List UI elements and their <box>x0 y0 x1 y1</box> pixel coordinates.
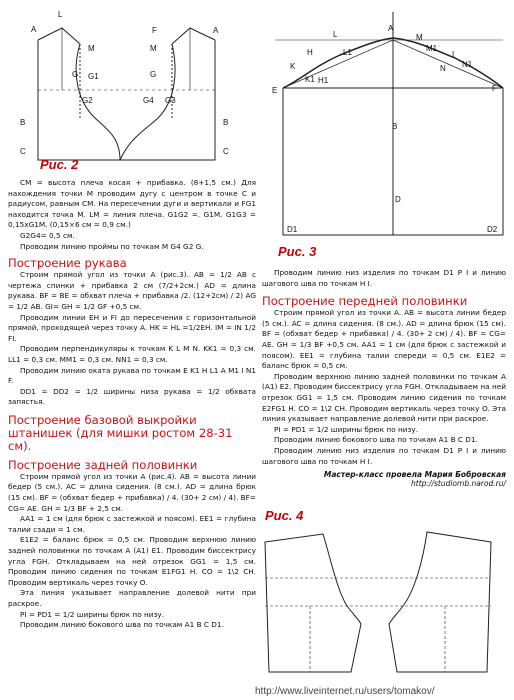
front-paragraph-1: Строим прямой угол из точки A. AB = высота линии бедер (5 см.). AC = длина сидения. (8 см.). AD = длина брюк (15 см). BF = (обхват бедер + прибавка) / 4. (30+ 2 см) / 4). BF = CG= AE. GH = 1/3 BF +0,5 см. AA1 = 1 см (для брюк с застежкой и поясом). EE1 = глубина талии спереди = 0,5 см. E1E2 = баланс брюк = 0,5 см. <box>262 308 506 371</box>
back-paragraph-3: E1E2 = баланс брюк = 0,5 см. Проводим верхнюю линию задней половинки по точкам A (A1) E1. Проводим биссектрису угла FGH. Откладываем на ней отрезок GG1 = 1,5 см. Проводим линию сидения по точкам E1FG1 H. CO = 1\2 CH. Проводим вертикаль через точку O. <box>8 535 256 587</box>
sleeve-heading: Построение рукава <box>8 256 127 271</box>
back-paragraph-1: Строим прямой угол из точки A (рис.4). AB = высота линии бедер (5 см.). AC = длина сидения. (8 см.). AD = длина брюк (15 см). BF = (обхват бедер + прибавка) / 4. (30+ 2 см) / 4). BF= CG= AE. GH = 1/3 BF + 2,5 см. <box>8 471 256 513</box>
fig2-caption: Рис. 2 <box>40 157 79 172</box>
fig2-label-m-right: M <box>150 44 157 53</box>
fig3-label-k1: K1 <box>305 75 315 84</box>
figure-4-trousers-drawing <box>255 520 514 685</box>
fig2-label-a-right: A <box>213 26 219 35</box>
sleeve-paragraph-3: Проводим перпендикуляры к точкам K L M N. KK1 = 0,3 см. LL1 = 0,3 см. MM1 = 0,3 см. NN1 = 0,3 см. <box>8 344 256 364</box>
back-half-heading: Построение задней половинки <box>8 457 198 472</box>
fig3-label-n: N <box>440 64 446 73</box>
front-paragraph-5: Проводим линию низ изделия по точкам D1 P I и линию шагового шва по точкам H I. <box>262 445 506 466</box>
fig3-label-m1: M1 <box>426 44 438 53</box>
fig4-caption: Рис. 4 <box>265 508 304 523</box>
fig3-label-h: H <box>307 48 313 57</box>
fig3-label-d2: D2 <box>487 225 498 234</box>
sleeve-paragraph-2: Проводим линии EH и FI до пересечения с горизонтальной прямой, проходящей через точку A. HK = HL =1/2EH. IM = IN 1/2 FI. <box>8 312 256 343</box>
fig2-label-a: A <box>31 25 37 34</box>
sleeve-paragraph-4: Проводим линию оката рукава по точкам E K1 H L1 A M1 I N1 F. <box>8 365 256 386</box>
fig2-label-b: B <box>20 118 26 127</box>
fig2-label-b-right: B <box>223 118 229 127</box>
fig2-label-g: G <box>72 70 79 79</box>
intro-paragraph-2: G2G4= 0,5 см. <box>20 230 75 240</box>
front-paragraph-4: Проводим линию бокового шва по точкам A1 B C D1. <box>274 435 478 445</box>
source-url: http://studiomb.narod.ru/ <box>411 479 506 489</box>
fig2-label-g4: G4 <box>143 96 154 105</box>
fig2-label-c: C <box>20 147 26 156</box>
intro-paragraph-1: CM = высота плеча косая + прибавка. (8+1,5 см.) Для нахождения точки M проводим дугу с центром в точке C и радиусом, равным CM. На пересечении дуги и вертикали и FG1 находится точка M. LM = линия плеча. G1G2 =. G1M. G1G3 = 0,15xG1M. (0,15×6 см = 0,9 см.) <box>8 178 256 230</box>
fig3-label-h1: H1 <box>318 76 329 85</box>
fig3-label-e: E <box>272 86 278 95</box>
fig2-label-f: F <box>152 26 157 35</box>
base-pattern-heading: Построение базовой выкройки штанишек (для мишки ростом 28-31 см). <box>8 412 233 453</box>
fig3-label-d1: D1 <box>287 225 298 234</box>
back-paragraph-2: AA1 = 1 см (для брюк с застежкой и поясом). EE1 = глубина талии сзади = 1 см. <box>8 514 256 534</box>
left-column <box>8 178 256 631</box>
sleeve-paragraph-1: Строим прямой угол из точки A (рис.3). AB = 1/2 AB с чертежа спинки + прибавка 2 см (7/2+2см.) AD = длина рукава. BF = BE = обхват плеча + прибавка /2. (12+2см) / 2) AG = 1/2 AB. GI= GH = 1/2 GF +0,5 см. <box>8 270 256 311</box>
fig3-caption: Рис. 3 <box>278 244 317 259</box>
fig2-label-g2: G2 <box>82 96 93 105</box>
watermark-url: http://www.liveinternet.ru/users/tomakov/ <box>255 686 435 697</box>
fig3-label-f: F <box>492 84 497 93</box>
fig2-label-g1: G1 <box>88 72 99 81</box>
front-paragraph-3: PI = PD1 = 1/2 ширины брюк по низу. <box>274 424 419 434</box>
fig3-label-b: B <box>392 122 398 131</box>
fig3-label-n1: N1 <box>462 60 473 69</box>
right-column <box>262 268 506 488</box>
back-paragraph-4: Эта линия указывает направление долевой нити при раскрое. <box>8 588 256 608</box>
back-paragraph-5: PI = PD1 = 1/2 ширины брюк по низу. <box>20 609 165 619</box>
fig3-label-l: L <box>333 30 338 39</box>
front-half-heading: Построение передней половинки <box>262 294 468 309</box>
fig3-label-a: A <box>388 24 394 33</box>
fig2-label-g3: G3 <box>165 96 176 105</box>
back-paragraph-6: Проводим линию бокового шва по точкам A1 B C D1. <box>20 620 224 630</box>
fig2-label-l: L <box>58 10 63 19</box>
fig2-label-m: M <box>88 44 95 53</box>
fig3-label-k: K <box>290 62 296 71</box>
fig3-label-d: D <box>395 195 401 204</box>
sleeve-paragraph-5: DD1 = DD2 = 1/2 ширины низа рукава = 1/2 обхвата запястья. <box>8 386 256 407</box>
fig2-label-g-right: G <box>150 70 157 79</box>
front-paragraph-2: Проводим верхнюю линию задней половинки по точкам A (A1) E2. Проводим биссектрису угла FGH. Откладываем на ней отрезок GG1 = 1,5 см. Проводим линию сидения по точкам E2FG1 H. CO = 1\2 CH. Проводим вертикаль через точку O. Эта линия указывает направление долевой нити при раскрое. <box>262 371 506 424</box>
intro-paragraph-3: Проводим линию проймы по точкам M G4 G2 G. <box>20 241 204 251</box>
fig3-label-l1: L1 <box>343 48 352 57</box>
credit-line: Мастер-класс провела Мария Бобровская <box>323 470 506 480</box>
fig3-label-i: I <box>452 50 455 59</box>
fig2-label-c-right: C <box>223 147 229 156</box>
fig3-label-m: M <box>416 33 423 42</box>
right-intro-paragraph: Проводим линию низ изделия по точкам D1 P I и линию шагового шва по точкам H I. <box>262 268 506 288</box>
